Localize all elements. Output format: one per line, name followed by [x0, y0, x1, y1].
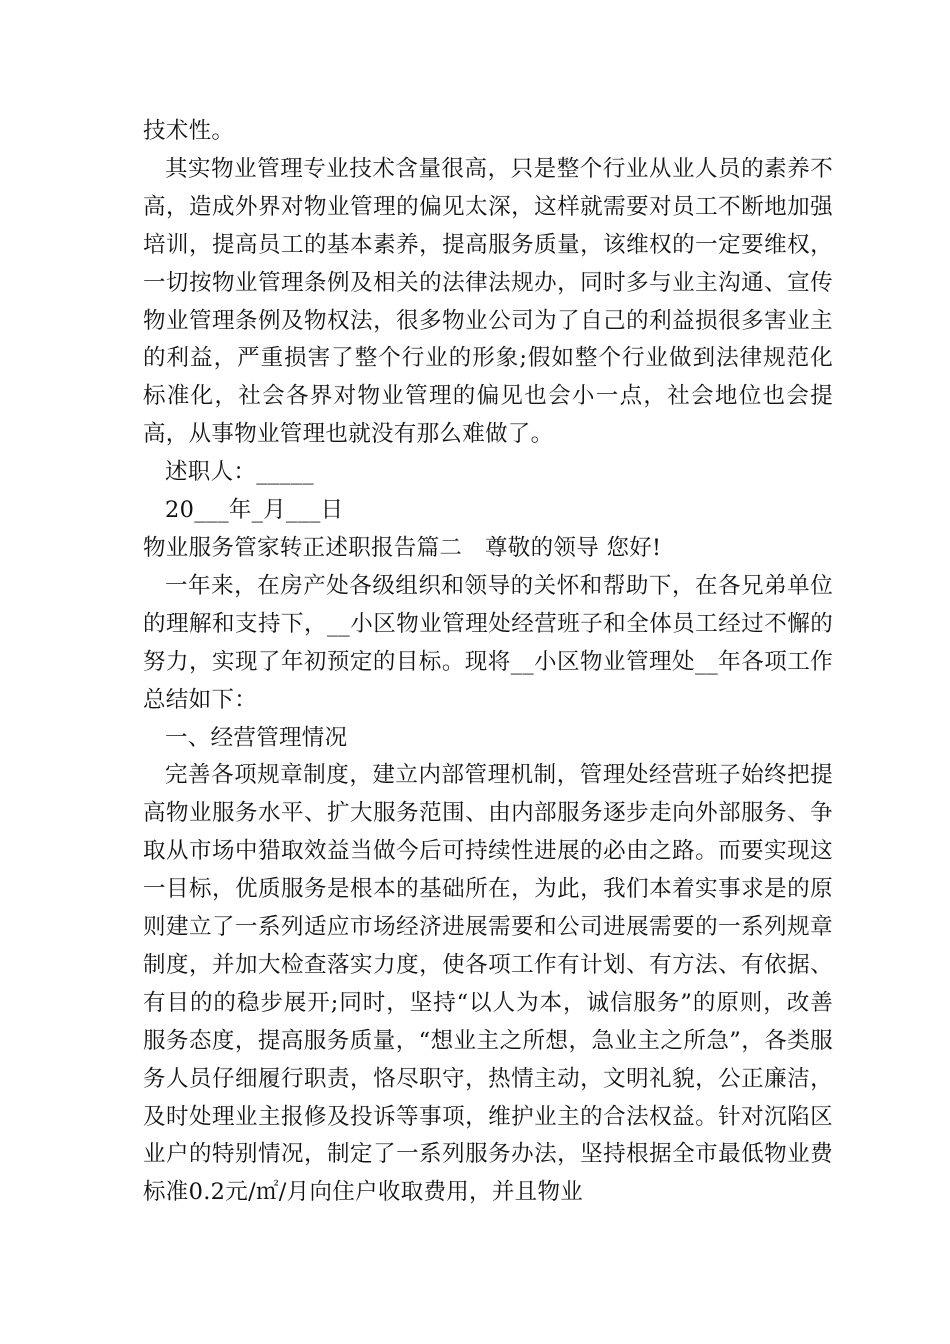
date-line: 20___年_月___日 — [165, 497, 344, 524]
section-title: 物业服务管家转正述职报告篇二 尊敬的领导 您好! — [143, 534, 662, 561]
paragraph-professionalism: 其实物业管理专业技术含量很高，只是整个行业从业人员的素养不高，造成外界对物业管理的偏见太深，这样就需要对员工不断地加强培训，提高员工的基本素养，提高服务质量，该维权的一定要维权，一切按物业管理条例及相关的法律法规办，同时多与业主沟通、宣传物业管理条例及物权法，很多物业公司为了自己的利益损很多害业主的利益，严重损害了整个行业的形象;假如整个行业做到法律规范化标准化，社会各界对物业管理的偏见也会小一点，社会地位也会提高，从事物业管理也就没有那么难做了。 — [143, 155, 833, 448]
paragraph-intro: 一年来，在房产处各级组织和领导的关怀和帮助下，在各兄弟单位的理解和支持下，__小区物业管理处经营班子和全体员工经过不懈的努力，实现了年初预定的目标。现将__小区物业管理处__年各项工作总结如下： — [143, 572, 833, 713]
subheading-management: 一、经营管理情况 — [165, 724, 348, 751]
document-body — [143, 113, 833, 1212]
paragraph-continuation: 技术性。 — [143, 118, 235, 144]
signature-line: 述职人：_____ — [165, 459, 314, 486]
paragraph-management: 完善各项规章制度，建立内部管理机制，管理处经营班子始终把提高物业服务水平、扩大服务范围、由内部服务逐步走向外部服务、争取从市场中猎取效益当做今后可持续性进展的必由之路。而要实现这一目标，优质服务是根本的基础所在，为此，我们本着实事求是的原则建立了一系列适应市场经济进展需要和公司进展需要的一系列规章制度，并加大检查落实力度，使各项工作有计划、有方法、有依据、有目的的稳步展开;同时，坚持“以人为本，诚信服务”的原则，改善服务态度，提高服务质量，“想业主之所想，急业主之所急”，各类服务人员仔细履行职责，恪尽职守，热情主动，文明礼貌，公正廉洁，及时处理业主报修及投诉等事项，维护业主的合法权益。针对沉陷区业户的特别情况，制定了一系列服务办法，坚持根据全市最低物业费标准0.2元/㎡/月向住户收取费用，并且物业 — [143, 762, 833, 1206]
